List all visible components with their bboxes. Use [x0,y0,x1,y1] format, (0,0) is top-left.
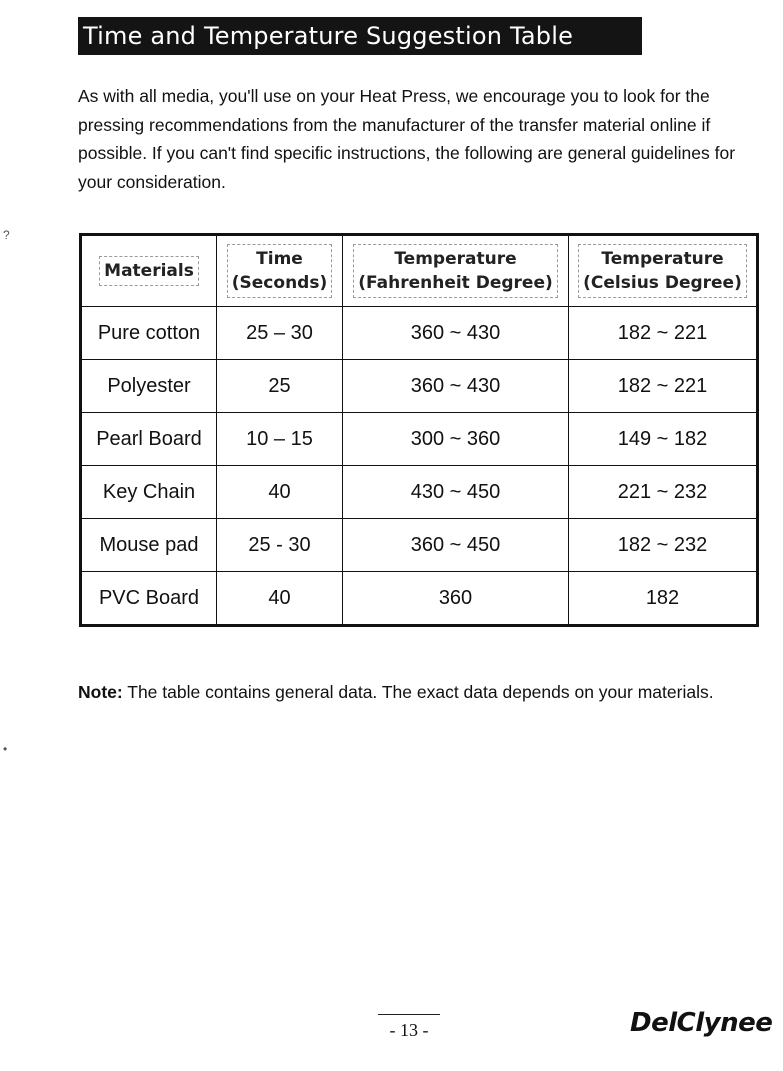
cell-material: PVC Board [81,572,217,626]
header-celsius [569,235,758,307]
cell-time: 40 [217,466,343,519]
header-celsius-label: Temperature [601,249,724,269]
table-row [81,360,758,413]
cell-material: Key Chain [81,466,217,519]
note-label: Note: [78,682,123,702]
table-row [81,307,758,360]
cell-time: 10 – 15 [217,413,343,466]
header-materials [81,235,217,307]
cell-fahrenheit: 430 ~ 450 [343,466,569,519]
time-temperature-table [79,233,759,627]
cell-celsius: 149 ~ 182 [569,413,758,466]
cell-fahrenheit: 360 ~ 430 [343,307,569,360]
cell-time: 25 – 30 [217,307,343,360]
page-number-rule [378,1014,440,1015]
cell-time: 25 - 30 [217,519,343,572]
cell-celsius: 221 ~ 232 [569,466,758,519]
cell-celsius: 182 [569,572,758,626]
cell-celsius: 182 ~ 221 [569,360,758,413]
cell-material: Mouse pad [81,519,217,572]
note-paragraph [78,678,758,707]
scan-margin-dot: • [3,742,8,756]
intro-paragraph: As with all media, you'll use on your Heat Press, we encourage you to look for the pressing recommendations from the manufacturer of the transfer material online if possible. If you can't find specific instructions, the following are general guidelines for your consideration. [78,86,736,192]
cell-celsius: 182 ~ 221 [569,307,758,360]
cell-time: 40 [217,572,343,626]
header-time-unit: (Seconds) [231,273,328,293]
cell-material: Pure cotton [81,307,217,360]
header-fahrenheit [343,235,569,307]
header-materials-label: Materials [99,256,199,286]
table-row [81,413,758,466]
cell-material: Polyester [81,360,217,413]
header-time [217,235,343,307]
cell-fahrenheit: 360 ~ 450 [343,519,569,572]
header-fahrenheit-unit: (Fahrenheit Degree) [358,273,553,293]
cell-celsius: 182 ~ 232 [569,519,758,572]
header-fahrenheit-box [353,244,558,298]
header-time-box [227,244,332,298]
cell-fahrenheit: 360 ~ 430 [343,360,569,413]
table-row [81,519,758,572]
page-number: - 13 - [389,1020,429,1040]
page-title: Time and Temperature Suggestion Table [78,17,642,55]
brand-logo: DelClynee [630,1008,773,1038]
table-row [81,466,758,519]
scan-margin-mark: ? [3,228,10,242]
header-time-label: Time [256,249,303,269]
cell-time: 25 [217,360,343,413]
header-celsius-box [578,244,747,298]
note-text: The table contains general data. The exact data depends on your materials. [122,682,714,702]
cell-fahrenheit: 300 ~ 360 [343,413,569,466]
table-header-row [81,235,758,307]
table-row [81,572,758,626]
cell-fahrenheit: 360 [343,572,569,626]
header-fahrenheit-label: Temperature [394,249,517,269]
header-celsius-unit: (Celsius Degree) [583,273,742,293]
cell-material: Pearl Board [81,413,217,466]
